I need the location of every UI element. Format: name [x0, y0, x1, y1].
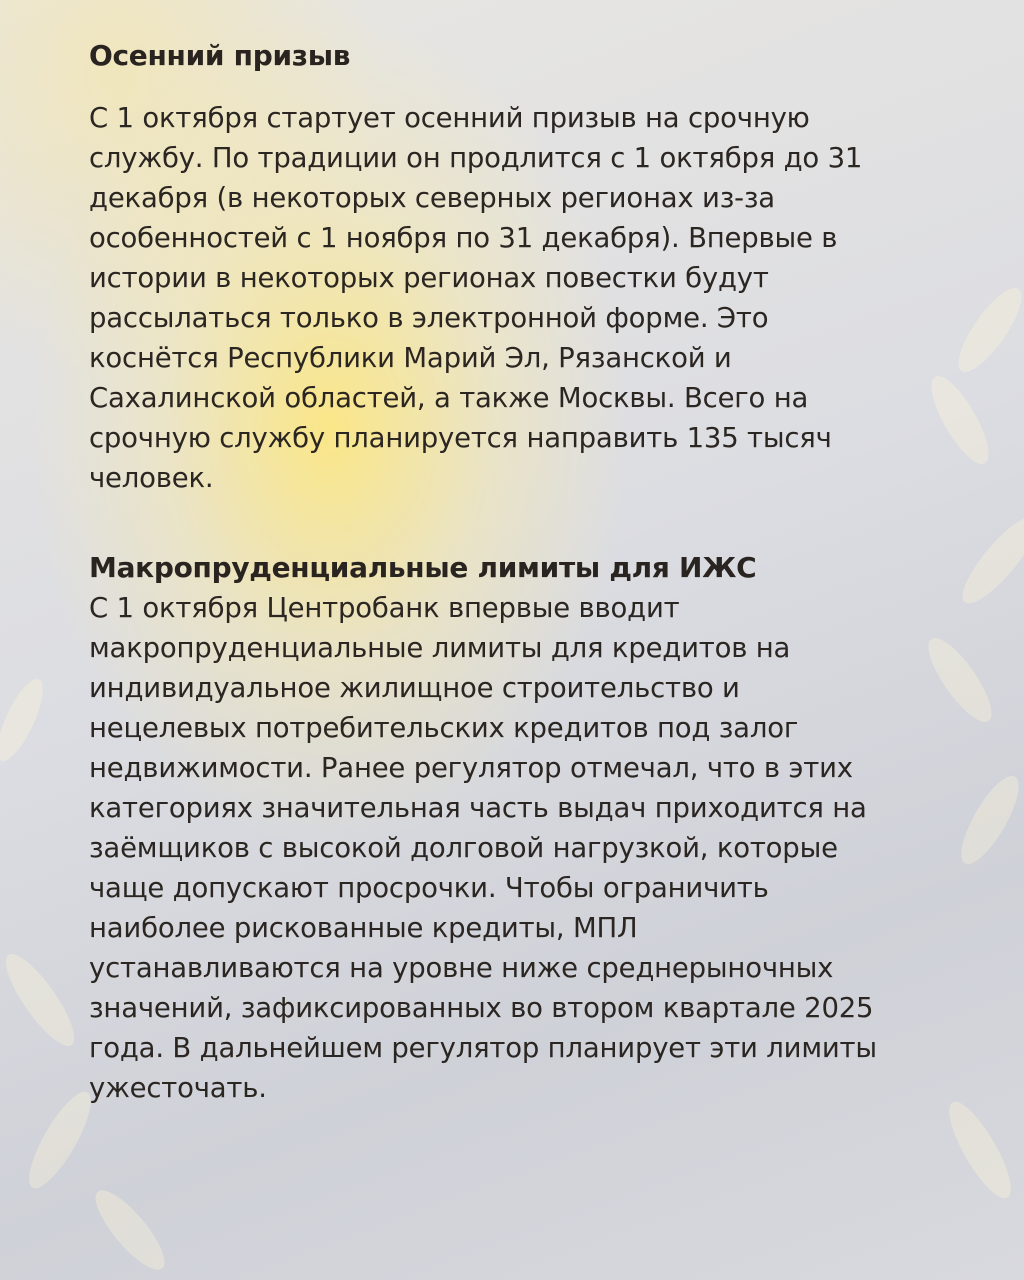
- text-line: службу. По традиции он продлится с 1 октября до 31: [89, 142, 863, 174]
- text-line: наиболее рискованные кредиты, МПЛ: [89, 912, 638, 944]
- text-line: истории в некоторых регионах повестки будут: [89, 262, 769, 294]
- text-line: С 1 октября стартует осенний призыв на срочную: [89, 102, 810, 134]
- text-line: декабря (в некоторых северных регионах из-за: [89, 182, 775, 214]
- text-line: Сахалинской областей, а также Москвы. Всего на: [89, 382, 809, 414]
- text-line: С 1 октября Центробанк впервые вводит: [89, 592, 680, 624]
- text-line: заёмщиков с высокой долговой нагрузкой, которые: [89, 832, 838, 864]
- text-line: ужесточать.: [89, 1072, 267, 1104]
- text-line: категориях значительная часть выдач приходится на: [89, 792, 867, 824]
- text-line: срочную службу планируется направить 135 тысяч: [89, 422, 832, 454]
- article: [89, 36, 989, 1108]
- text-line: года. В дальнейшем регулятор планирует эти лимиты: [89, 1032, 877, 1064]
- text-line: нецелевых потребительских кредитов под залог: [89, 712, 799, 744]
- section-macroprudential-limits: [89, 548, 989, 1108]
- text-line: человек.: [89, 462, 214, 494]
- text-line: коснётся Республики Марий Эл, Рязанской и: [89, 342, 732, 374]
- text-line: макропруденциальные лимиты для кредитов на: [89, 632, 791, 664]
- text-line: недвижимости. Ранее регулятор отмечал, что в этих: [89, 752, 853, 784]
- text-line: чаще допускают просрочки. Чтобы ограничить: [89, 872, 769, 904]
- section-body: [89, 588, 989, 1108]
- text-line: значений, зафиксированных во втором квартале 2025: [89, 992, 874, 1024]
- section-title: Осенний призыв: [89, 39, 351, 72]
- text-line: индивидуальное жилищное строительство и: [89, 672, 740, 704]
- section-title: Макропруденциальные лимиты для ИЖС: [89, 551, 757, 584]
- text-line: особенностей с 1 ноября по 31 декабря). Впервые в: [89, 222, 838, 254]
- section-autumn-draft: [89, 36, 989, 498]
- text-line: устанавливаются на уровне ниже среднерыночных: [89, 952, 834, 984]
- section-body: [89, 98, 989, 498]
- text-line: рассылаться только в электронной форме. Это: [89, 302, 769, 334]
